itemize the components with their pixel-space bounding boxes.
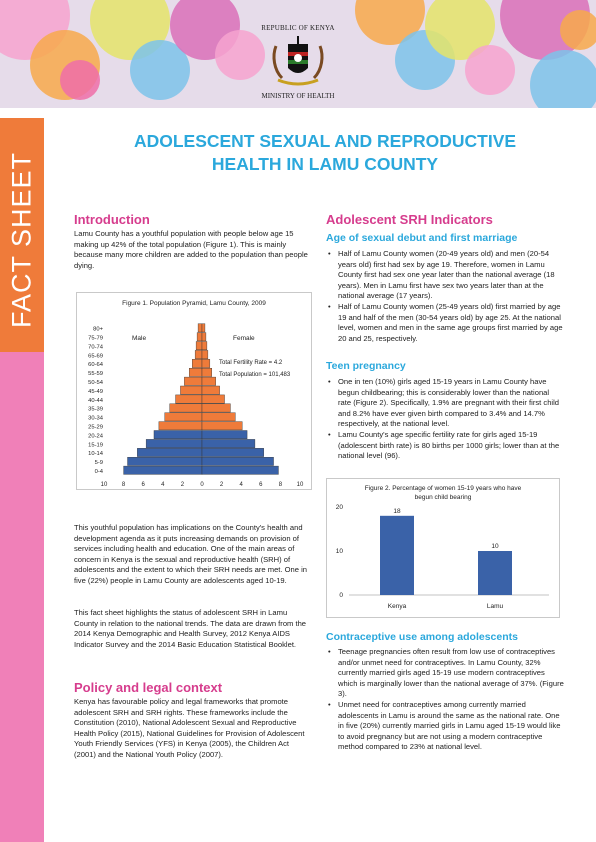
pyramid-bar-male <box>195 350 202 358</box>
fact-sheet-label: FACT SHEET <box>6 151 37 329</box>
pyramid-male-label: Male <box>132 335 147 342</box>
pyramid-bar-male <box>146 439 202 447</box>
pyramid-x-tick: 0 <box>200 482 204 488</box>
pyramid-title: Figure 1. Population Pyramid, Lamu County, 2009 <box>122 300 266 307</box>
pyramid-x-tick: 6 <box>259 482 263 488</box>
pyramid-bar-male <box>159 422 202 430</box>
pyramid-bar-male <box>197 333 202 341</box>
pyramid-age-label: 75-79 <box>88 335 103 342</box>
pyramid-bar-female <box>202 431 247 439</box>
pyramid-bar-female <box>202 342 207 350</box>
list-item: • Teenage pregnancies often result from low use of contraceptives and/or unmet need for contraceptives. In Lamu County, 32% currently married girls aged 15-19 use modern contraceptives which is marginally lower than the national average of 37%. (Figure 3). <box>326 647 564 700</box>
pyramid-bar-female <box>202 395 225 403</box>
bar-chart-title-line-2: begun child bearing <box>414 494 472 501</box>
list-item: • One in ten (10%) girls aged 15-19 years in Lamu County have begun childbearing; this is considerably lower than the national rate (Figure 2). Specifically, 1.9% are pregnant with their first child and 8.2% have ever given birth compared to 3.4% and 14.7% respectively, at the national level. <box>326 377 564 430</box>
pyramid-age-label: 30-34 <box>88 415 103 422</box>
indicators-heading: Adolescent SRH Indicators <box>326 212 493 227</box>
pyramid-age-label: 45-49 <box>88 388 103 395</box>
bar-chart-y-tick: 20 <box>335 504 343 511</box>
pyramid-age-label: 60-64 <box>88 362 103 369</box>
republic-label: REPUBLIC OF KENYA <box>261 24 335 32</box>
pyramid-bar-female <box>202 359 210 367</box>
pyramid-bar-male <box>124 466 202 474</box>
pyramid-x-tick: 10 <box>100 482 108 488</box>
pyramid-bar-male <box>180 386 202 394</box>
title-line-2: HEALTH IN LAMU COUNTY <box>211 154 439 174</box>
pyramid-bar-male <box>189 368 202 376</box>
pyramid-age-label: 65-69 <box>88 353 103 360</box>
contraceptive-heading: Contraceptive use among adolescents <box>326 631 518 643</box>
pyramid-female-label: Female <box>233 335 255 342</box>
pyramid-bar-female <box>202 386 220 394</box>
bar-chart-title-line-1: Figure 2. Percentage of women 15-19 years who have <box>364 485 522 492</box>
pyramid-age-label: 80+ <box>93 326 103 333</box>
pyramid-x-tick: 8 <box>121 482 126 488</box>
list-item: • Unmet need for contraceptives among currently married adolescents in Lamu is around the same as the national rate. One in five (20%) currently married girls in Lamu aged 15-19 would like to avoid pregnancy but are not using a modern contraceptive method compared to 23% at national level. <box>326 700 564 753</box>
pyramid-bar-female <box>202 404 230 412</box>
pyramid-age-label: 40-44 <box>88 397 103 404</box>
page-title <box>60 130 590 176</box>
pyramid-x-tick: 2 <box>219 482 224 488</box>
pyramid-age-label: 55-59 <box>88 371 103 378</box>
pyramid-bar-female <box>202 448 264 456</box>
pyramid-bar-male <box>176 395 202 403</box>
pyramid-bar-male <box>196 342 202 350</box>
pyramid-x-tick: 4 <box>239 482 243 488</box>
bar-chart-category-label: Lamu <box>486 603 504 610</box>
pyramid-bar-female <box>202 422 242 430</box>
pyramid-bar-female <box>202 413 235 421</box>
pyramid-bar-male <box>128 457 202 465</box>
bar-chart-data-label: 10 <box>491 543 499 550</box>
bar-chart-y-tick: 10 <box>335 548 343 555</box>
pyramid-age-label: 25-29 <box>88 424 103 431</box>
pyramid-bar-female <box>202 333 206 341</box>
pyramid-x-tick: 4 <box>161 482 165 488</box>
total-population-annotation: Total Population = 101,483 <box>219 372 291 378</box>
policy-paragraph: Kenya has favourable policy and legal frameworks that promote adolescent SRH and SRH rights. These frameworks include the Constitution (2010), National Adolescent Sexual and Reproductive Health Policy (2015), National Guidelines for Provision of Adolescent Youth Friendly Services (YFS) in Kenya (2005), the Children Act (2001) and the National Youth Policy (2007). <box>74 697 305 759</box>
childbearing-bar-chart <box>326 478 560 618</box>
bar-chart-bar <box>478 551 512 595</box>
pyramid-age-label: 5-9 <box>94 460 103 467</box>
pyramid-bar-female <box>202 457 274 465</box>
pyramid-age-label: 10-14 <box>88 451 103 458</box>
pyramid-age-label: 35-39 <box>88 406 103 413</box>
pyramid-bar-female <box>202 439 255 447</box>
pyramid-age-label: 50-54 <box>88 380 103 386</box>
pyramid-bar-male <box>184 377 202 385</box>
pyramid-bar-male <box>198 324 202 332</box>
debut-list <box>326 249 564 344</box>
fertility-rate-annotation: Total Fertility Rate = 4.2 <box>219 360 283 366</box>
pyramid-age-label: 20-24 <box>88 433 103 440</box>
list-item: • Half of Lamu County women (25-49 years old) first married by age 19 and half of the men (30-54 years old) by age 25. At the national level, women and men in the same age groups first married by age 20 and 25, respectively. <box>326 302 564 344</box>
teen-pregnancy-heading: Teen pregnancy <box>326 360 406 372</box>
bar-chart-bar <box>380 516 414 595</box>
coat-of-arms-icon <box>268 34 328 95</box>
population-pyramid-chart <box>76 292 312 490</box>
intro-heading: Introduction <box>74 212 150 227</box>
pyramid-bar-female <box>202 350 208 358</box>
bar-chart-data-label: 18 <box>393 507 401 515</box>
header-banner <box>0 0 596 108</box>
pyramid-bar-male <box>137 448 202 456</box>
intro-paragraph-1: Lamu County has a youthful population with people below age 15 making up 42% of the total population (Figure 1). This is mainly because many more children are added to the population than people dying. <box>74 229 308 270</box>
pyramid-x-tick: 10 <box>296 482 304 488</box>
intro-paragraph-2: This youthful population has implications on the County's health and development agenda as it puts increasing demands on provision of services including health and education. One of the main areas of concern in Kenya is the sexual and reproductive health (SRH) of adolescents and the extent to which their SRH needs are met. One in five (22%) people in Lamu County are adolescents aged 10-19. <box>74 523 308 585</box>
pyramid-bar-female <box>202 377 216 385</box>
pyramid-bar-female <box>202 466 278 474</box>
pyramid-x-tick: 8 <box>278 482 283 488</box>
pyramid-bar-male <box>192 359 202 367</box>
policy-heading: Policy and legal context <box>74 680 223 695</box>
sidebar-pink <box>0 352 44 842</box>
ministry-label: MINISTRY OF HEALTH <box>261 92 335 100</box>
debut-heading: Age of sexual debut and first marriage <box>326 232 518 244</box>
pyramid-x-tick: 6 <box>141 482 145 488</box>
pyramid-bar-male <box>170 404 202 412</box>
pyramid-bar-male <box>165 413 202 421</box>
list-item: • Lamu County's age specific fertility rate for girls aged 15-19 (adolescent birth rate) is 80 births per 1000 girls; lower than at the national level (96). <box>326 430 564 462</box>
pyramid-x-tick: 2 <box>180 482 185 488</box>
pyramid-age-label: 70-74 <box>88 344 103 351</box>
pyramid-bar-female <box>202 368 212 376</box>
contraceptive-list <box>326 647 564 753</box>
list-item: • Half of Lamu County women (20-49 years old) and men (20-54 years old) first had sex by age 19. Therefore, women in Lamu County first had sex one year later than the national average (18 years). Men in Lamu first have sex two years later than at the national average (17 years). <box>326 249 564 302</box>
title-line-1: ADOLESCENT SEXUAL AND REPRODUCTIVE <box>133 131 517 151</box>
bar-chart-category-label: Kenya <box>387 603 407 610</box>
pyramid-age-label: 15-19 <box>88 442 103 449</box>
bar-chart-y-tick: 0 <box>339 592 343 599</box>
teen-list <box>326 377 564 462</box>
pyramid-bar-male <box>154 431 202 439</box>
intro-paragraph-3: This fact sheet highlights the status of adolescent SRH in Lamu County in relation to the national trends. The data are drawn from the 2014 Kenya Demographic and Health Survey, 2012 Kenya AIDS Indicator Survey and the 2014 Basic Education Statistical Booklet. <box>74 608 307 649</box>
pyramid-age-label: 0-4 <box>94 469 103 475</box>
pyramid-bar-female <box>202 324 205 332</box>
